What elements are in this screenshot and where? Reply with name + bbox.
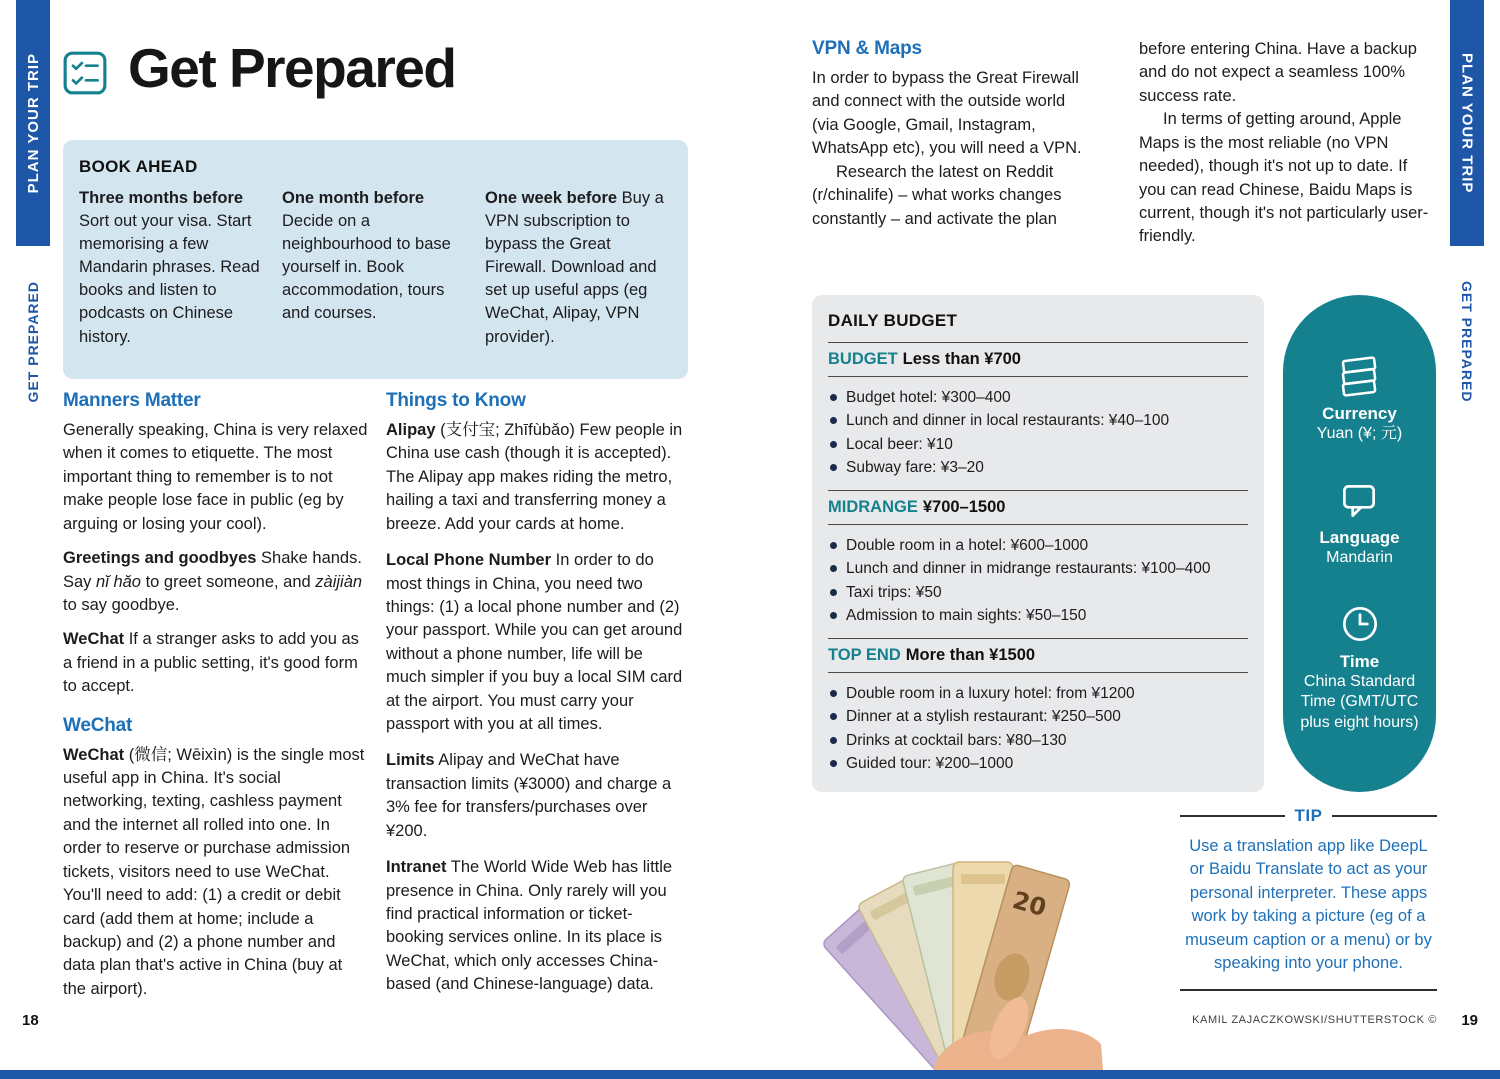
left-rail-get-prepared — [16, 262, 50, 422]
right-rail-sublabel: GET PREPARED — [1459, 281, 1475, 403]
book-ahead-body: Sort out your visa. Start memorising a few Mandarin phrases. Read books and listen to podcasts on Chinese history. — [79, 212, 260, 346]
wechat-paragraph: WeChat (微信; Wēixìn) is the single most useful app in China. It's social networking, texting, cashless payment and the internet all rolled into one. In order to reserve or purchase admission tickets, visitors need to use WeChat. You'll need to add: (1) a credit or debit card (add them at home; include a backup) and (2) a phone number and data plan that's active in China (buy at the airport). — [63, 745, 365, 998]
midrange-section-head: MIDRANGE ¥700–1500 — [828, 490, 1248, 525]
budget-item: Drinks at cocktail bars: ¥80–130 — [828, 729, 1248, 752]
tip-box — [1180, 806, 1437, 991]
midrange-items — [828, 534, 1248, 627]
clock-icon — [1337, 601, 1383, 647]
budget-item: Guided tour: ¥200–1000 — [828, 752, 1248, 775]
left-rail-sublabel: GET PREPARED — [25, 281, 41, 403]
book-ahead-col-three-months — [79, 187, 266, 349]
budget-item: Local beer: ¥10 — [828, 433, 1248, 456]
vpn-paragraph-3: before entering China. Have a backup and do not expect a seamless 100% success rate. — [1139, 40, 1417, 105]
things-to-know-column — [386, 390, 684, 1008]
bottom-blue-bar — [0, 1070, 1500, 1079]
budget-item: Subway fare: ¥3–20 — [828, 456, 1248, 479]
budget-section-head: BUDGET Less than ¥700 — [828, 342, 1248, 377]
budget-item: Dinner at a stylish restaurant: ¥250–500 — [828, 705, 1248, 728]
daily-budget-heading: DAILY BUDGET — [828, 311, 958, 330]
book-ahead-panel — [63, 140, 688, 379]
things-heading: Things to Know — [386, 390, 526, 411]
right-rail-label: PLAN YOUR TRIP — [1458, 52, 1476, 194]
banknotes-photo — [793, 778, 1168, 1070]
left-rail-plan-your-trip — [16, 0, 50, 246]
banknotes-icon — [1336, 353, 1382, 399]
budget-item: Double room in a luxury hotel: from ¥1200 — [828, 682, 1248, 705]
speech-bubble-icon — [1336, 477, 1382, 523]
wechat-etiquette-paragraph: WeChat If a stranger asks to add you as a friend in a public setting, it's good form to accept. — [63, 630, 359, 696]
vpn-maps-column-1 — [812, 38, 1096, 231]
language-label: Language — [1319, 527, 1400, 547]
vpn-maps-heading: VPN & Maps — [812, 38, 922, 59]
topend-items — [828, 682, 1248, 775]
tip-bottom-rule — [1180, 989, 1437, 991]
vpn-paragraph-1: In order to bypass the Great Firewall and connect with the outside world (via Google, Gmail, Instagram, WhatsApp etc), you will need a VPN. — [812, 69, 1082, 158]
budget-item: Budget hotel: ¥300–400 — [828, 386, 1248, 409]
book-ahead-lead: One week before — [485, 189, 618, 207]
manners-heading: Manners Matter — [63, 390, 201, 411]
currency-fact — [1317, 353, 1402, 445]
time-label: Time — [1339, 651, 1380, 671]
time-value: China Standard Time (GMT/UTC plus eight hours) — [1300, 672, 1419, 732]
budget-item: Double room in a hotel: ¥600–1000 — [828, 534, 1248, 557]
local-phone-paragraph: Local Phone Number In order to do most things in China, you need two things: (1) a local phone number and (2) your passport. While you can get around without a phone number, life will be much simpler if you buy a local SIM card at the airport. You must carry your passport with you at all times. — [386, 551, 683, 734]
right-rail-plan-your-trip — [1450, 0, 1484, 246]
vpn-paragraph-4: In terms of getting around, Apple Maps is the most reliable (no VPN needed), though it's not up to date. If you can read Chinese, Baidu Maps is current, though it's not particularly user-friendly. — [1139, 110, 1429, 246]
manners-intro: Generally speaking, China is very relaxed when it comes to etiquette. The most important thing to remember is to not make people lose face in public (eg by arguing or losing your cool). — [63, 421, 368, 533]
budget-items — [828, 386, 1248, 479]
tip-rule — [1180, 806, 1437, 826]
vpn-maps-column-2 — [1139, 38, 1437, 249]
tip-label: TIP — [1294, 806, 1323, 825]
topend-section-head: TOP END More than ¥1500 — [828, 638, 1248, 673]
book-ahead-col-one-month — [282, 187, 469, 349]
vpn-paragraph-2: Research the latest on Reddit (r/chinalife) – what works changes constantly – and activate the plan — [812, 162, 1062, 228]
pinyin-zaijian: zàijiàn — [315, 572, 363, 591]
wechat-heading: WeChat — [63, 714, 133, 736]
page-title: Get Prepared — [128, 37, 456, 99]
tip-body: Use a translation app like DeepL or Baidu Translate to act as your personal interpreter. These apps work by taking a picture (eg of a museum caption or a menu) or by speaking into your phone. — [1185, 837, 1432, 973]
currency-value: Yuan (¥; 元) — [1316, 425, 1403, 442]
time-fact — [1295, 601, 1424, 734]
page-number-left: 18 — [22, 1012, 39, 1029]
page-number-right: 19 — [1461, 1012, 1478, 1029]
budget-item: Lunch and dinner in local restaurants: ¥40–100 — [828, 409, 1248, 432]
daily-budget-panel — [812, 295, 1264, 792]
intranet-paragraph: Intranet The World Wide Web has little presence in China. Only rarely will you find practical information or ticket-booking services online. In its place is WeChat, which only accesses China-based (and Chinese-language) data. — [386, 858, 673, 994]
svg-text:20: 20 — [1009, 886, 1050, 923]
checklist-icon — [62, 50, 108, 96]
manners-column — [63, 390, 368, 1012]
photo-credit: KAMIL ZAJACZKOWSKI/SHUTTERSTOCK © — [1192, 1014, 1437, 1026]
budget-item: Admission to main sights: ¥50–150 — [828, 604, 1248, 627]
limits-paragraph: Limits Alipay and WeChat have transaction limits (¥3000) and charge a 3% fee for transfers/purchases over ¥200. — [386, 751, 672, 840]
greetings-lead: Greetings and goodbyes — [63, 549, 257, 568]
book-ahead-lead: One month before — [282, 189, 425, 207]
greetings-paragraph: Greetings and goodbyes Shake hands. Say nĭ hăo to greet someone, and zàijiàn to say goodbye. — [63, 549, 363, 614]
book-ahead-body: Decide on a neighbourhood to base yourself in. Book accommodation, tours and courses. — [282, 212, 451, 323]
right-rail-get-prepared — [1450, 262, 1484, 422]
book-ahead-heading: BOOK AHEAD — [79, 157, 198, 176]
book-ahead-col-one-week — [485, 187, 672, 349]
currency-label: Currency — [1322, 404, 1397, 423]
book-ahead-body: Buy a VPN subscription to bypass the Great Firewall. Download and set up useful apps (eg WeChat, Alipay, VPN provider). — [485, 189, 664, 346]
alipay-paragraph: Alipay (支付宝; Zhīfùbǎo) Few people in China use cash (though it is accepted). The Alipay app makes riding the metro, hailing a taxi and transferring money a breeze. Add your cards at home. — [386, 421, 683, 533]
budget-item: Taxi trips: ¥50 — [828, 581, 1248, 604]
left-rail-label: PLAN YOUR TRIP — [24, 52, 42, 194]
language-value: Mandarin — [1326, 548, 1393, 566]
quick-facts-capsule — [1283, 295, 1436, 792]
book-ahead-lead: Three months before — [79, 189, 244, 207]
language-fact — [1319, 477, 1399, 569]
budget-item: Lunch and dinner in midrange restaurants: ¥100–400 — [828, 557, 1248, 580]
pinyin-ni-hao: nĭ hăo — [96, 572, 141, 591]
